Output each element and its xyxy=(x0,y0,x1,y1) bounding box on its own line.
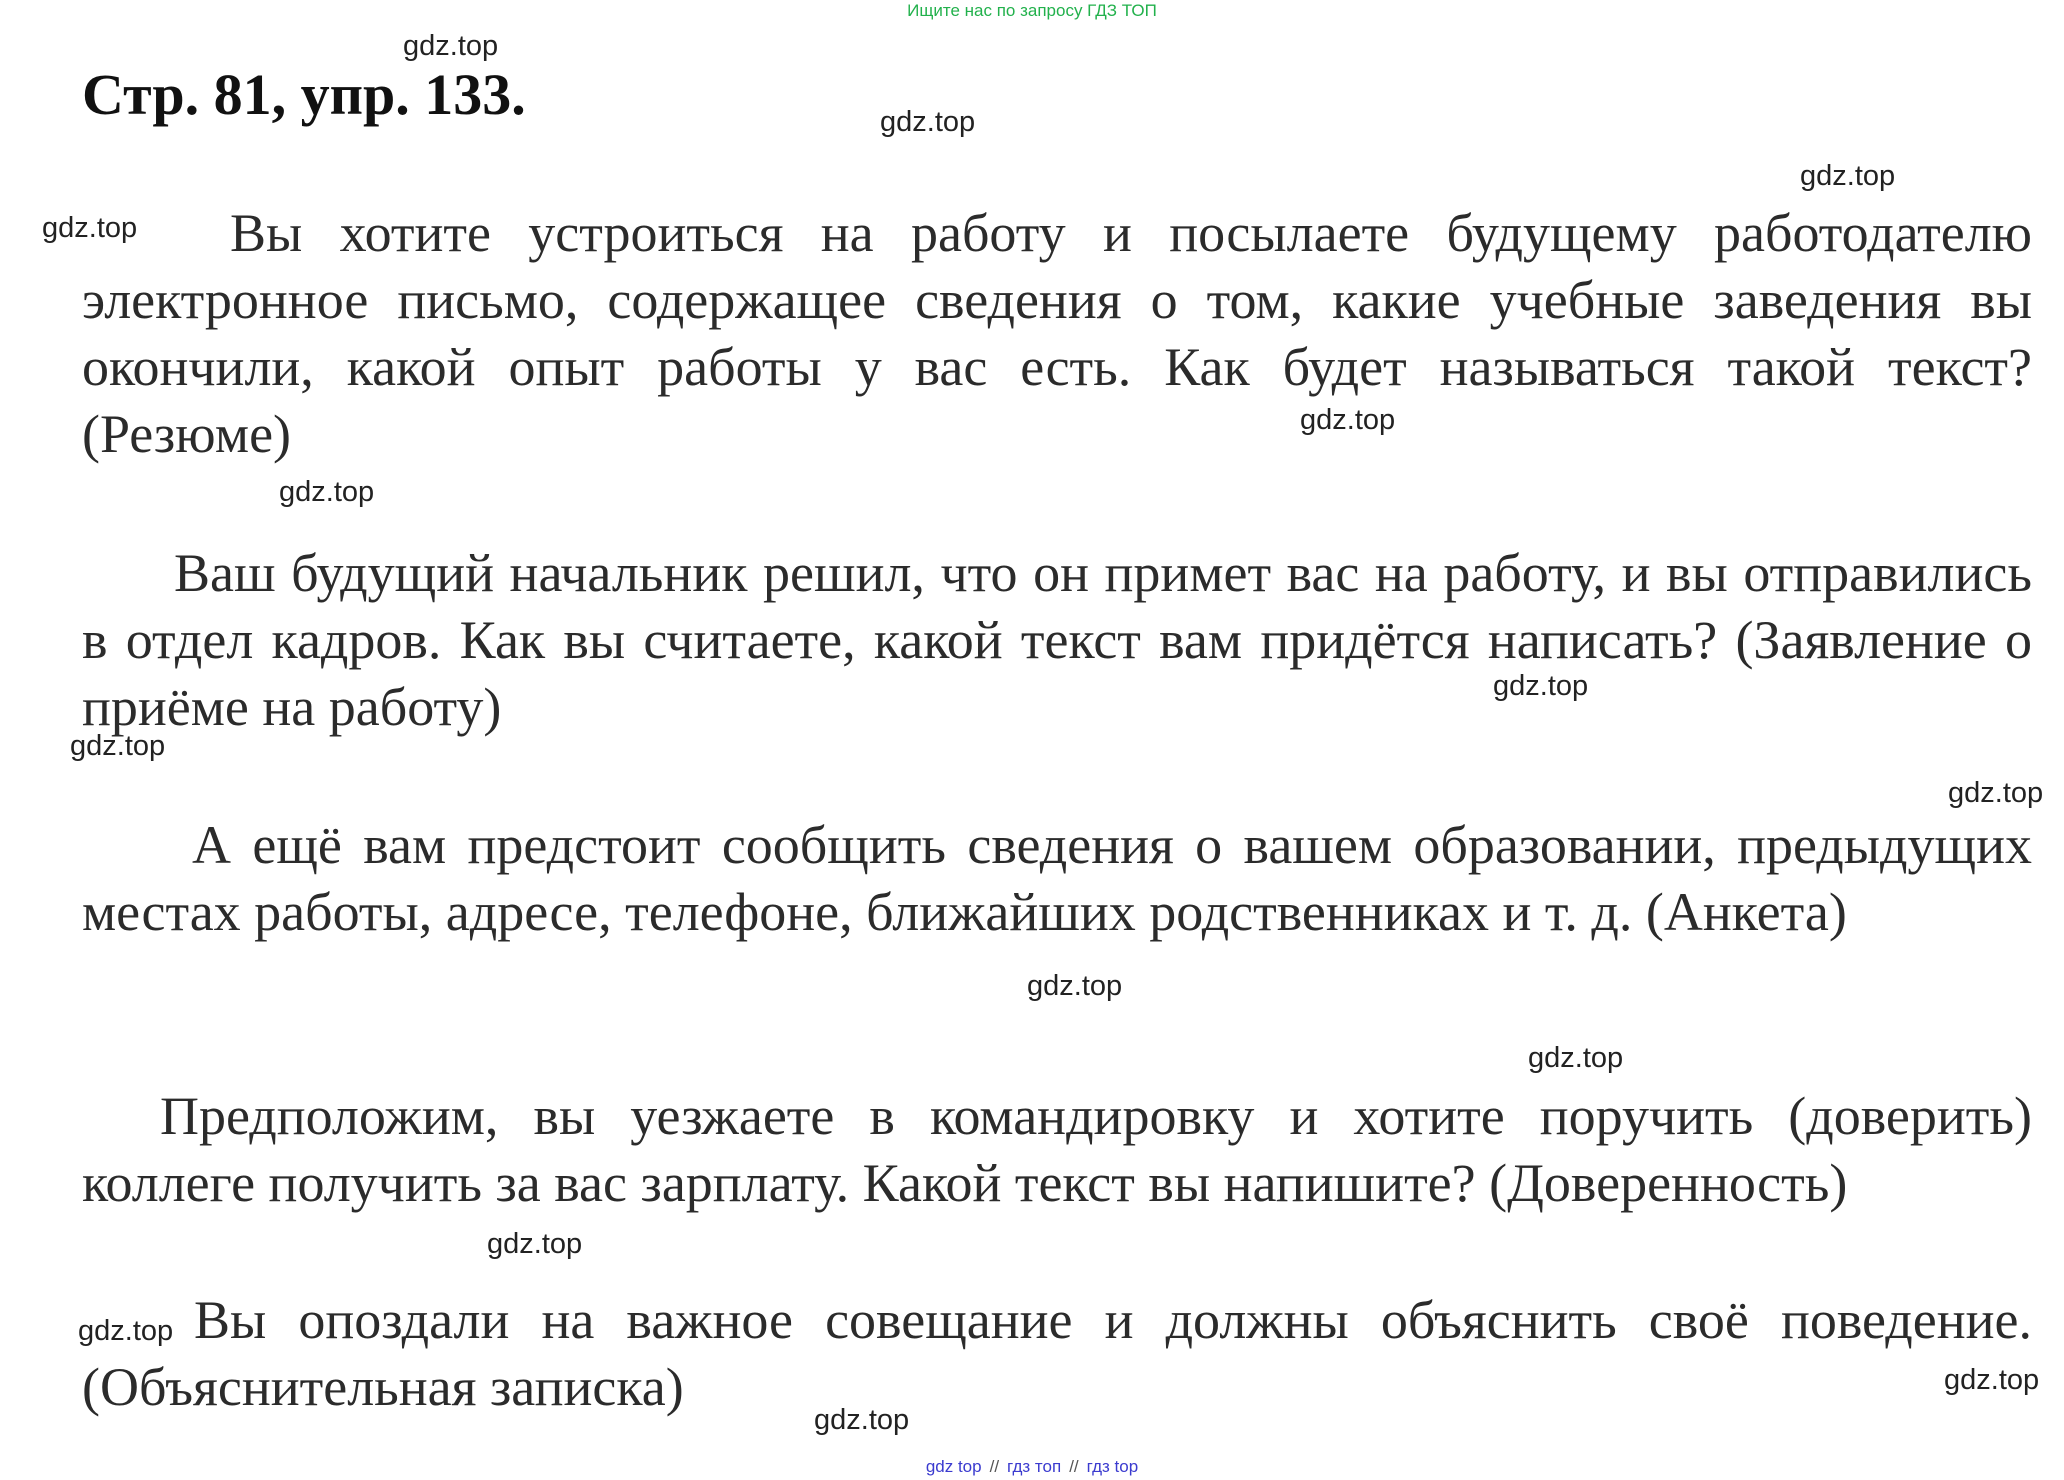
watermark: gdz.top xyxy=(1493,670,1589,702)
watermark: gdz.top xyxy=(403,30,499,62)
watermark: gdz.top xyxy=(42,212,138,244)
paragraph-4: Предположим, вы уезжаете в командировку и хотите поручить (доверить) коллеге получить за вас зарплату. Какой текст вы напишите? (Доверенность) xyxy=(82,1086,2032,1213)
footer-link-gdz-top-mixed[interactable]: гдз top xyxy=(1086,1457,1139,1476)
watermark: gdz.top xyxy=(1944,1364,2040,1396)
paragraph-2: Ваш будущий начальник решил, что он примет вас на работу, и вы отправились в отдел кадров. Как вы считаете, какой текст вам придётся написать? (Заявление о приёме на работу) xyxy=(82,543,2032,737)
watermark: gdz.top xyxy=(1528,1042,1624,1074)
watermark: gdz.top xyxy=(78,1315,174,1347)
watermark: gdz.top xyxy=(880,106,976,138)
watermark: gdz.top xyxy=(279,476,375,508)
paragraph-5: Вы опоздали на важное совещание и должны объяснить своё поведение. (Объяснительная записка) xyxy=(82,1290,2032,1417)
footer-separator: // xyxy=(1069,1457,1079,1476)
paragraph-1: Вы хотите устроиться на работу и посылаете будущему работодателю электронное письмо, содержащее сведения о том, какие учебные заведения вы окончили, какой опыт работы у вас есть. Как будет называться такой текст? (Резюме) xyxy=(82,203,2032,464)
watermark: gdz.top xyxy=(1027,970,1123,1002)
watermark: gdz.top xyxy=(1300,404,1396,436)
footer-separator: // xyxy=(989,1457,1000,1476)
watermark: gdz.top xyxy=(1800,160,1896,192)
watermark: gdz.top xyxy=(1948,777,2044,809)
paragraph-3: А ещё вам предстоит сообщить сведения о вашем образовании, предыдущих местах работы, адресе, телефоне, ближайших родственниках и т. д. (Анкета) xyxy=(82,815,2032,942)
top-banner[interactable]: Ищите нас по запросу ГДЗ ТОП xyxy=(907,1,1157,20)
watermark: gdz.top xyxy=(70,730,166,762)
watermark: gdz.top xyxy=(487,1228,583,1260)
footer-links xyxy=(0,1456,2064,1478)
page-title: Стр. 81, упр. 133. xyxy=(82,62,526,127)
footer-link-gdz-top-ru[interactable]: гдз топ xyxy=(1007,1457,1062,1476)
watermark: gdz.top xyxy=(814,1404,910,1436)
footer-link-gdz-top[interactable]: gdz top xyxy=(925,1457,982,1476)
